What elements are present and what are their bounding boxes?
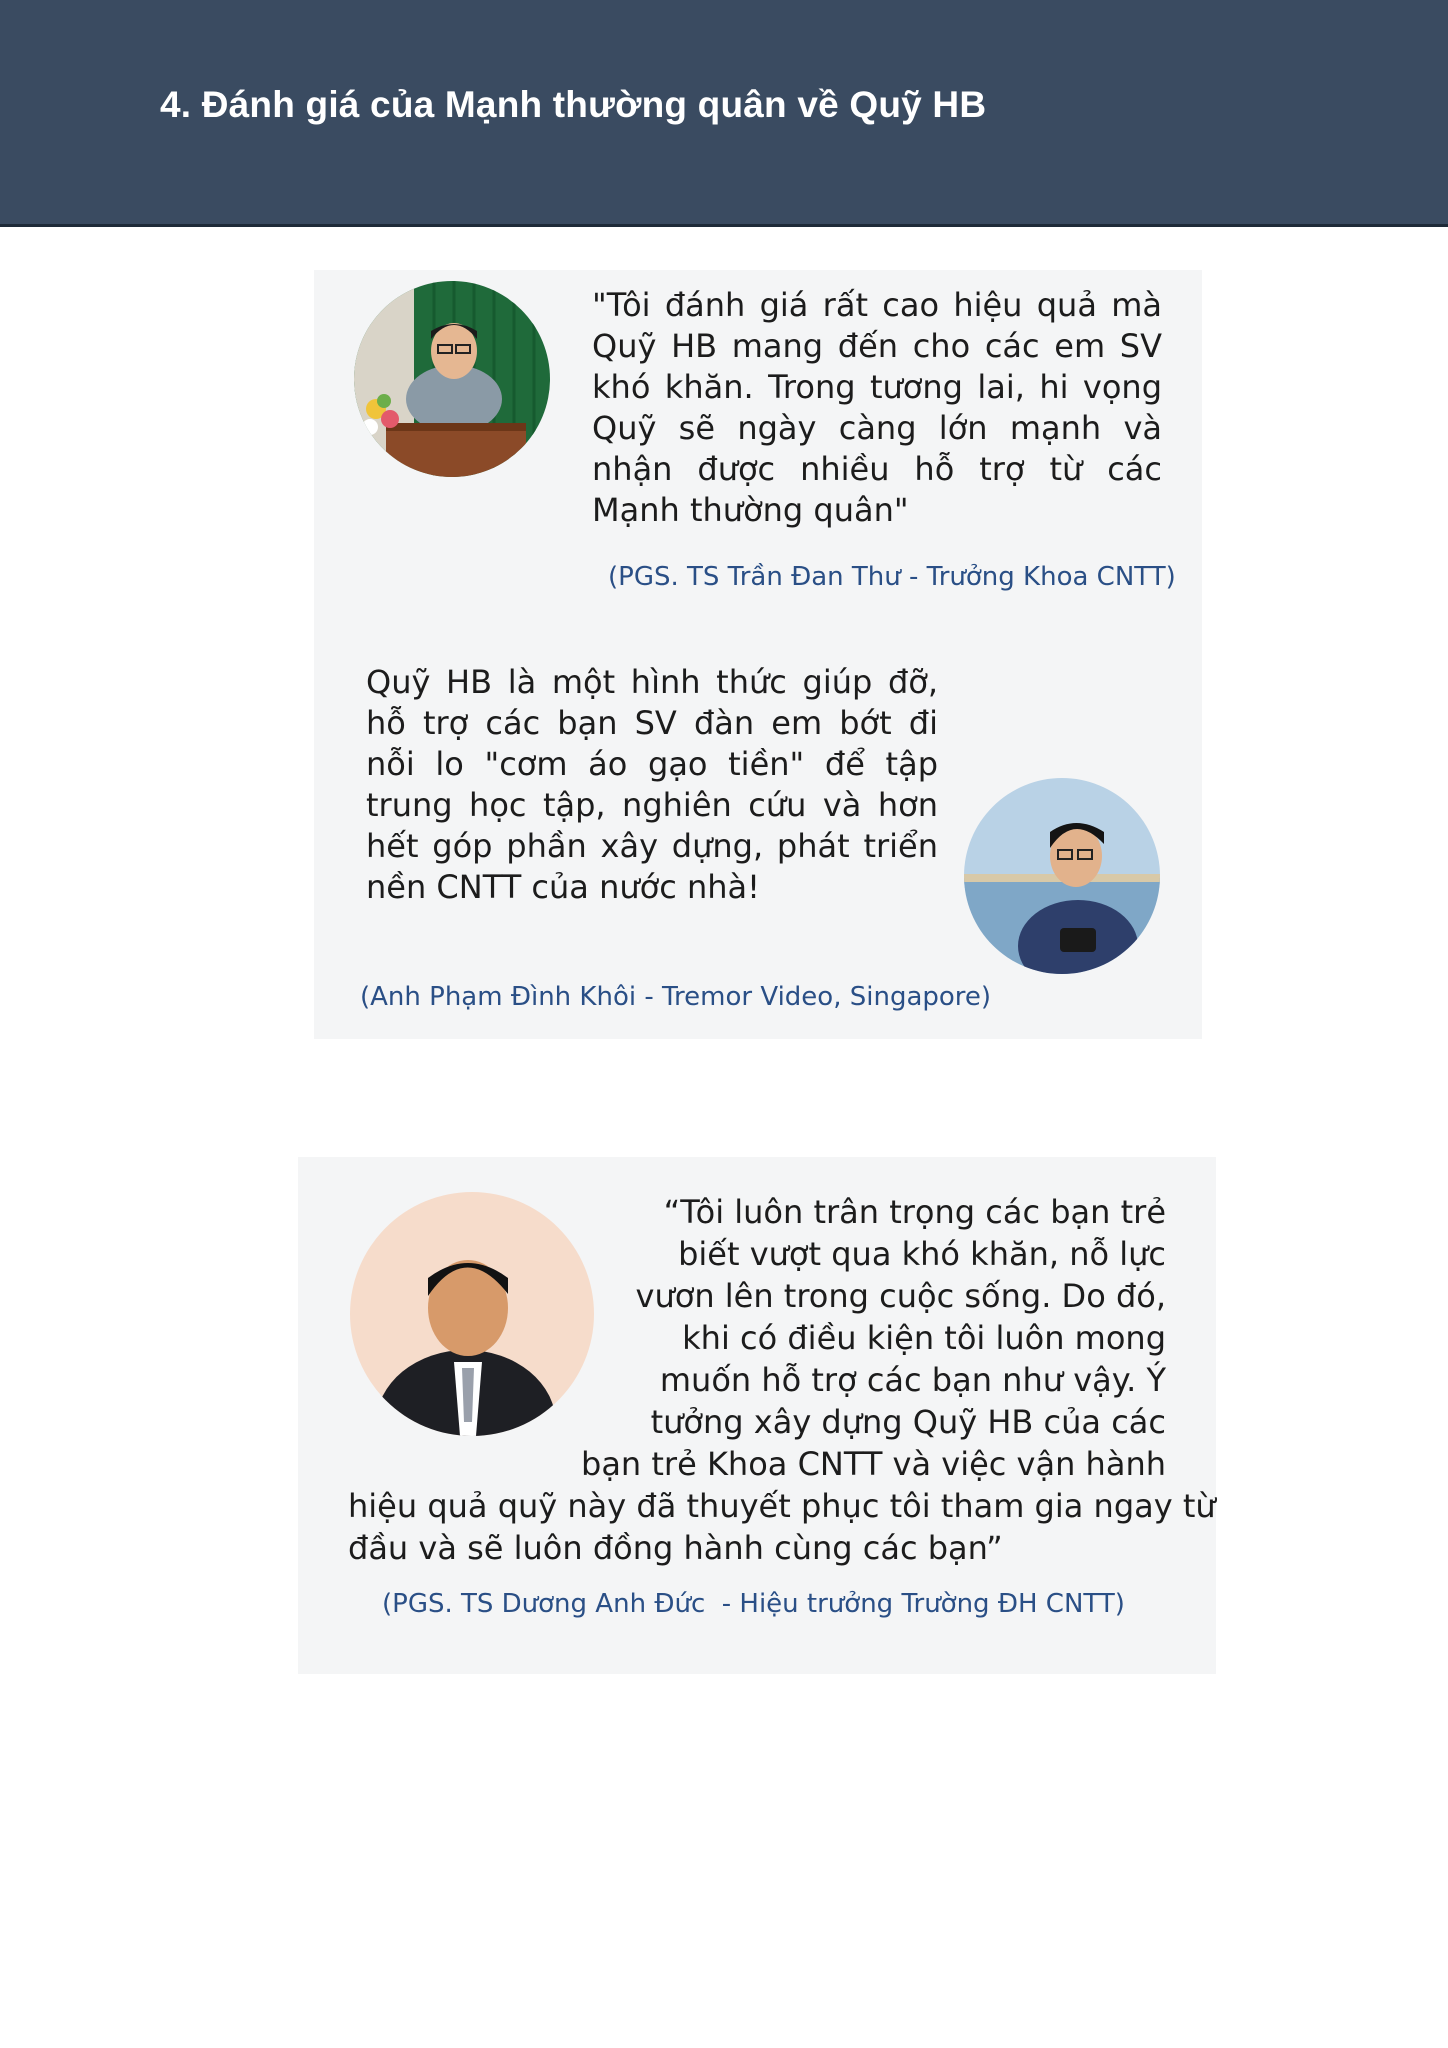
testimonial-panel-2 (298, 1157, 1216, 1674)
testimonial-2-quote: Quỹ HB là một hình thức giúp đỡ, hỗ trợ các bạn SV đàn em bớt đi nỗi lo "cơm áo gạo tiền" để tập trung học tập, nghiên cứu và hơn hết góp phần xây dựng, phát triển nền CNTT của nước nhà! (366, 663, 938, 906)
page-header (0, 0, 1448, 227)
testimonial-1-attribution: (PGS. TS Trần Đan Thư - Trưởng Khoa CNTT) (608, 562, 1176, 592)
page-title: 4. Đánh giá của Mạnh thường quân về Quỹ HB (160, 84, 987, 125)
testimonial-3-quote (348, 1191, 1216, 1591)
quote-line: biết vượt qua khó khăn, nỗ lực (678, 1235, 1166, 1273)
quote-line: hiệu quả quỹ này đã thuyết phục tôi tham gia ngay từ (348, 1487, 1216, 1525)
quote-line: “Tôi luôn trân trọng các bạn trẻ (663, 1193, 1166, 1231)
quote-line: bạn trẻ Khoa CNTT và việc vận hành (581, 1445, 1166, 1483)
testimonial-panel-1 (314, 270, 1202, 1039)
quote-line: khi có điều kiện tôi luôn mong (682, 1319, 1166, 1357)
speaker-photo-2 (964, 778, 1160, 974)
speaker-photo-1 (354, 281, 550, 477)
testimonial-2-attribution: (Anh Phạm Đình Khôi - Tremor Video, Singapore) (360, 982, 992, 1012)
quote-line: muốn hỗ trợ các bạn như vậy. Ý (659, 1361, 1166, 1399)
quote-line: vươn lên trong cuộc sống. Do đó, (635, 1277, 1166, 1315)
testimonial-3-attribution: (PGS. TS Dương Anh Đức - Hiệu trưởng Trường ĐH CNTT) (382, 1589, 1125, 1619)
testimonial-1-quote: "Tôi đánh giá rất cao hiệu quả mà Quỹ HB mang đến cho các em SV khó khăn. Trong tương lai, hi vọng Quỹ sẽ ngày càng lớn mạnh và nhận được nhiều hỗ trợ từ các Mạnh thường quân" (592, 286, 1162, 529)
quote-line: đầu và sẽ luôn đồng hành cùng các bạn” (348, 1529, 1003, 1567)
quote-line: tưởng xây dựng Quỹ HB của các (650, 1403, 1166, 1441)
